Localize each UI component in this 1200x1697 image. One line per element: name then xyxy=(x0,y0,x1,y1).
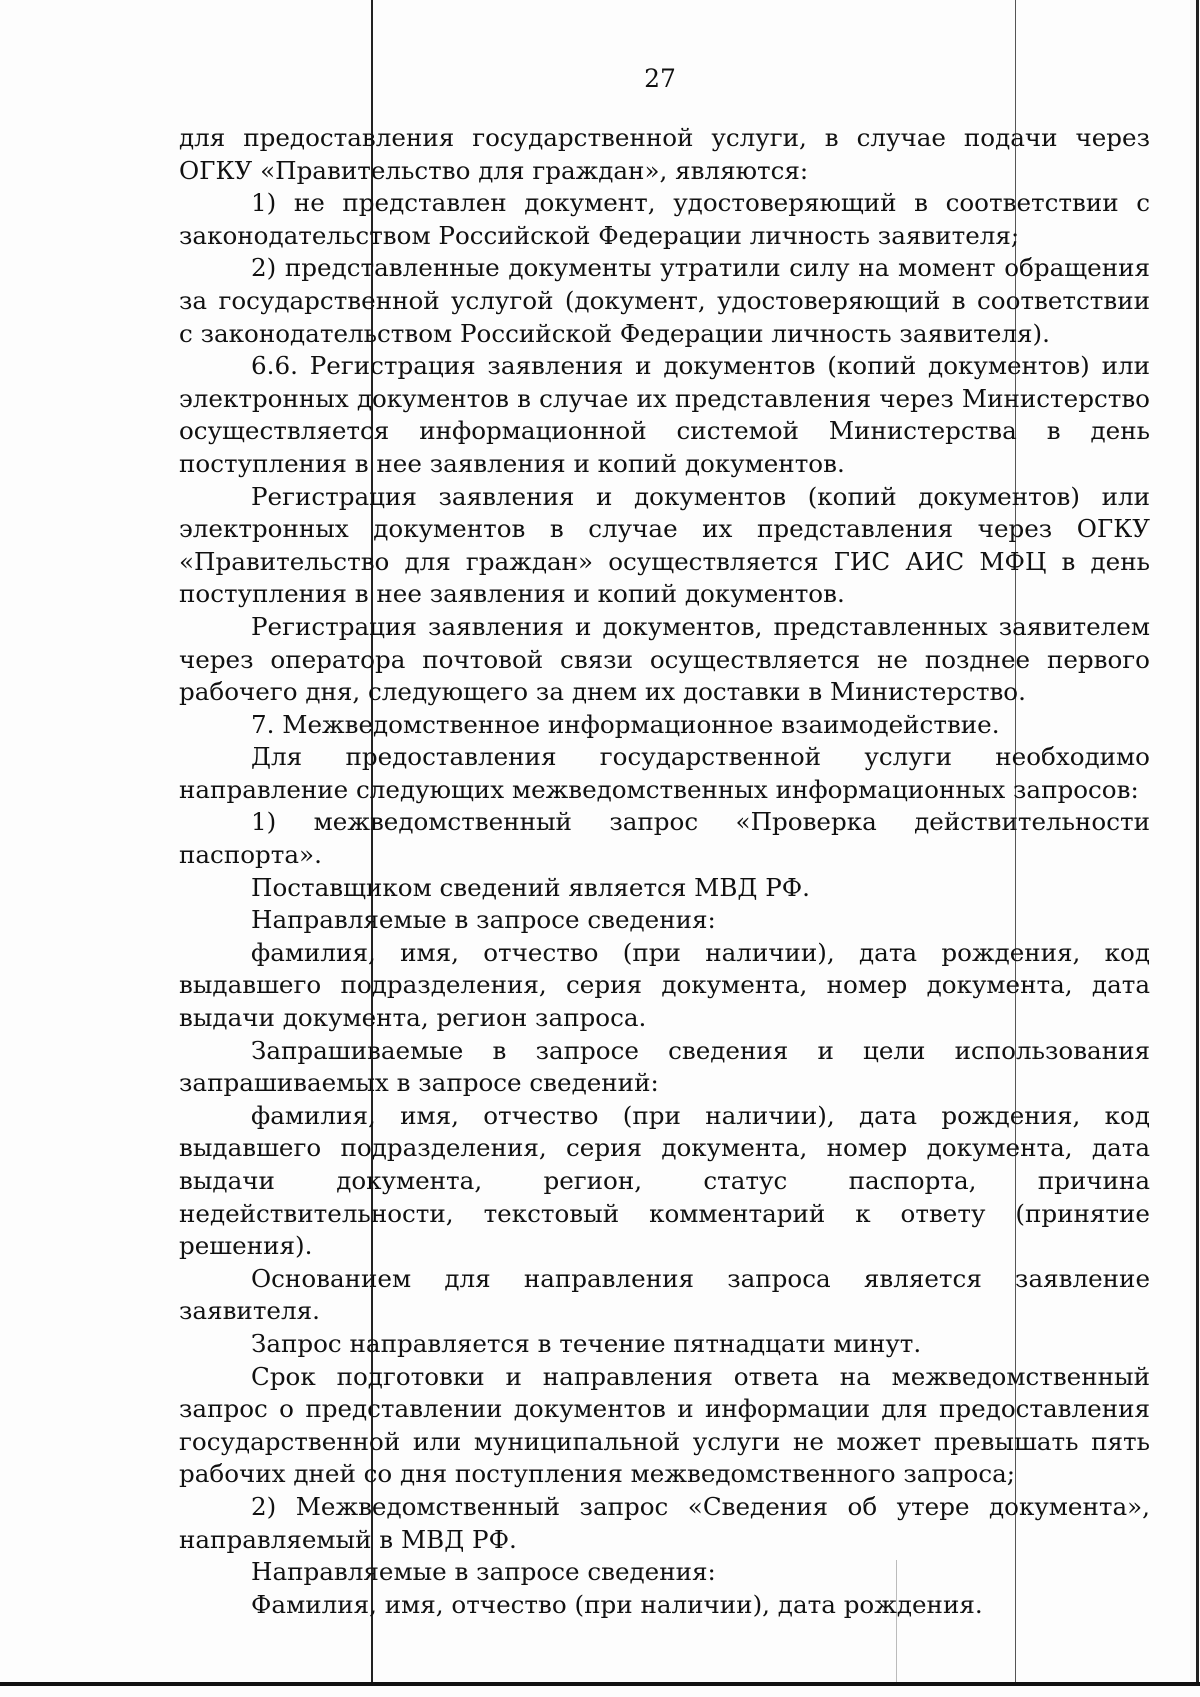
paragraph: Основанием для направления запроса является заявление заявителя. xyxy=(179,1263,1150,1326)
paragraph: 1) межведомственный запрос «Проверка действительности паспорта». xyxy=(179,807,1150,870)
paragraph: Срок подготовки и направления ответа на межведомственный запрос о представлении документов и информации для предоставления государственной или муниципальной услуги не может превышать пять рабочих дней со дня поступления межведомственного запроса; xyxy=(179,1361,1150,1489)
page-number: 27 xyxy=(644,64,676,93)
paragraph: Запрос направляется в течение пятнадцати минут. xyxy=(251,1328,922,1358)
paragraph: Регистрация заявления и документов (копий документов) или электронных документов в случае их представления через ОГКУ «Правительство для граждан» осуществляется ГИС АИС МФЦ в день поступления в нее заявления и копий документов. xyxy=(179,481,1150,609)
page-bottom-edge xyxy=(0,1682,1200,1686)
paragraph: 1) не представлен документ, удостоверяющий в соответствии с законодательством Российской Федерации личность заявителя; xyxy=(179,188,1150,250)
paragraph: 2) представленные документы утратили силу на момент обращения за государственной услугой (документ, удостоверяющий в соответствии с законодательством Российской Федерации личность заявителя). xyxy=(179,253,1150,348)
paragraph: Направляемые в запросе сведения: xyxy=(251,905,716,935)
paragraph: Поставщиком сведений является МВД РФ. xyxy=(251,872,811,902)
paragraph: 2) Межведомственный запрос «Сведения об утере документа», направляемый в МВД РФ. xyxy=(179,1491,1150,1554)
paragraph: 7. Межведомственное информационное взаимодействие. xyxy=(251,709,1000,739)
paragraph: Для предоставления государственной услуги необходимо направление следующих межведомственных информационных запросов: xyxy=(179,742,1150,804)
paragraph: Фамилия, имя, отчество (при наличии), дата рождения. xyxy=(251,1589,983,1619)
paragraph: 6.6. Регистрация заявления и документов (копий документов) или электронных документов в случае их представления через Министерство осуществляется информационной системой Министерства в день поступления в нее заявления и копий документов. xyxy=(179,351,1150,478)
paragraph: фамилия, имя, отчество (при наличии), дата рождения, код выдавшего подразделения, серия документа, номер документа, дата выдачи документа, регион, статус паспорта, причина недействительности, текстовый комментарий к ответу (принятие решения). xyxy=(179,1100,1150,1261)
paragraph: Запрашиваемые в запросе сведения и цели использования запрашиваемых в запросе сведений: xyxy=(179,1035,1150,1098)
page-right-edge xyxy=(1196,0,1199,1685)
paragraph: Регистрация заявления и документов, представленных заявителем через оператора почтовой связи осуществляется не позднее первого рабочего дня, следующего за днем их доставки в Министерство. xyxy=(179,611,1150,707)
paragraph: Направляемые в запросе сведения: xyxy=(251,1557,716,1587)
document-body xyxy=(179,122,1150,1621)
paragraph: фамилия, имя, отчество (при наличии), дата рождения, код выдавшего подразделения, серия документа, номер документа, дата выдачи документа, регион запроса. xyxy=(179,937,1150,1033)
paragraph: для предоставления государственной услуги, в случае подачи через ОГКУ «Правительство для граждан», являются: xyxy=(179,123,1150,185)
